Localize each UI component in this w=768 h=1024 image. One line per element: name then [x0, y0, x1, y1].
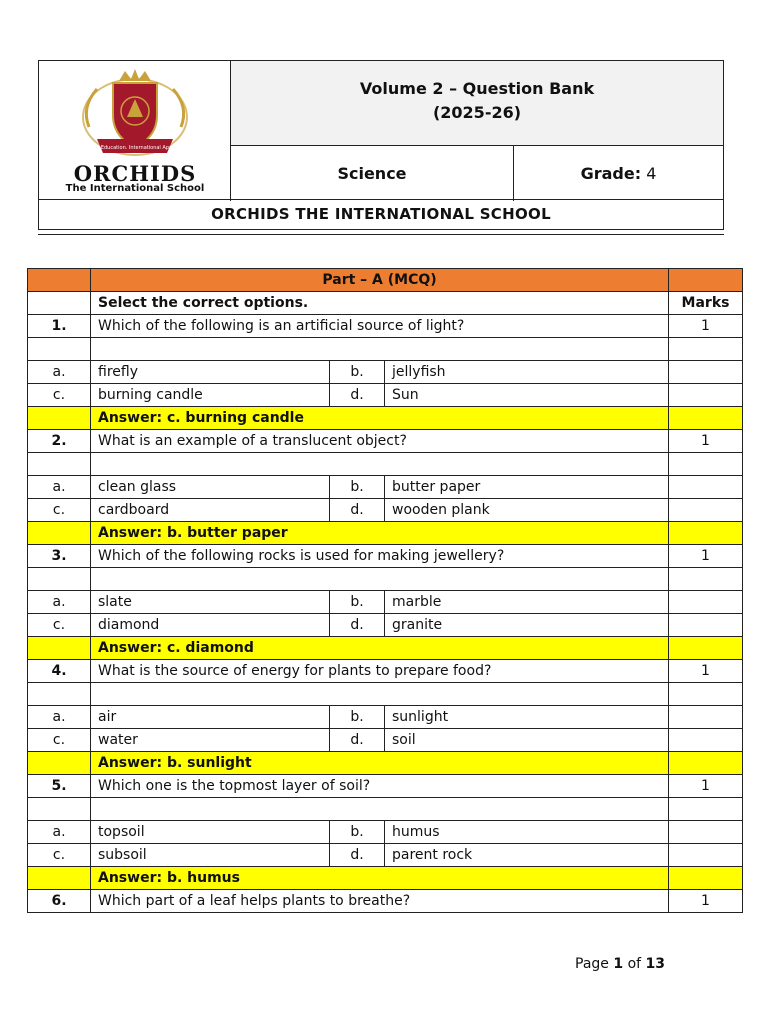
blank-cell [28, 568, 91, 591]
question-marks: 1 [669, 660, 743, 683]
page-total: 13 [645, 956, 665, 972]
answer-marks-cell [669, 522, 743, 545]
option-row [28, 614, 743, 637]
blank-cell [28, 338, 91, 361]
option-marks-cell [669, 591, 743, 614]
option-text: water [91, 729, 330, 752]
blank-cell [669, 338, 743, 361]
option-marks-cell [669, 361, 743, 384]
of-label: of [627, 956, 642, 972]
question-text: Which of the following rocks is used for making jewellery? [91, 545, 669, 568]
option-row [28, 499, 743, 522]
answer-blank [28, 637, 91, 660]
question-number: 4. [28, 660, 91, 683]
option-letter: c. [28, 729, 91, 752]
question-text: Which of the following is an artificial source of light? [91, 315, 669, 338]
option-row [28, 706, 743, 729]
option-marks-cell [669, 821, 743, 844]
question-text: What is an example of a translucent object? [91, 430, 669, 453]
page-footer [575, 956, 665, 972]
option-text: wooden plank [385, 499, 669, 522]
option-letter: d. [330, 614, 385, 637]
blank-cell [91, 683, 669, 706]
answer-text: Answer: b. sunlight [91, 752, 669, 775]
answer-blank [28, 752, 91, 775]
grade-value: 4 [646, 164, 657, 183]
option-text: marble [385, 591, 669, 614]
answer-row [28, 522, 743, 545]
answer-blank [28, 867, 91, 890]
option-text: burning candle [91, 384, 330, 407]
option-marks-cell [669, 706, 743, 729]
orchids-crest-icon [67, 67, 203, 167]
title-line-2: (2025-26) [432, 103, 522, 122]
option-text: diamond [91, 614, 330, 637]
option-letter: c. [28, 384, 91, 407]
blank-cell [91, 453, 669, 476]
option-text: subsoil [91, 844, 330, 867]
school-name: ORCHIDS THE INTERNATIONAL SCHOOL [38, 200, 724, 230]
instruction-row [28, 292, 743, 315]
question-marks: 1 [669, 315, 743, 338]
blank-cell [28, 453, 91, 476]
option-letter: d. [330, 384, 385, 407]
option-letter: b. [330, 591, 385, 614]
option-letter: d. [330, 844, 385, 867]
option-letter: c. [28, 844, 91, 867]
option-text: cardboard [91, 499, 330, 522]
answer-row [28, 637, 743, 660]
part-header-row [28, 269, 743, 292]
marks-header: Marks [669, 292, 743, 315]
answer-blank [28, 522, 91, 545]
answer-text: Answer: b. humus [91, 867, 669, 890]
option-row [28, 476, 743, 499]
question-row [28, 775, 743, 798]
instruction-text: Select the correct options. [91, 292, 669, 315]
blank-row [28, 683, 743, 706]
blank-cell [669, 683, 743, 706]
document-title [231, 61, 723, 146]
option-letter: a. [28, 476, 91, 499]
answer-marks-cell [669, 637, 743, 660]
question-row [28, 315, 743, 338]
option-letter: a. [28, 821, 91, 844]
grade-label: Grade: [580, 164, 642, 183]
school-logo [39, 61, 231, 201]
option-text: granite [385, 614, 669, 637]
blank-cell [28, 798, 91, 821]
logo-badge-text: Indian Education. International Approach [83, 145, 187, 151]
question-text: What is the source of energy for plants to prepare food? [91, 660, 669, 683]
logo-wordmark: ORCHIDS [73, 161, 197, 186]
option-marks-cell [669, 614, 743, 637]
option-letter: a. [28, 591, 91, 614]
option-text: Sun [385, 384, 669, 407]
answer-row [28, 407, 743, 430]
question-row [28, 545, 743, 568]
mcq-table [27, 268, 743, 913]
option-row [28, 384, 743, 407]
blank-cell [28, 683, 91, 706]
option-text: jellyfish [385, 361, 669, 384]
question-marks: 1 [669, 545, 743, 568]
answer-marks-cell [669, 407, 743, 430]
question-row [28, 660, 743, 683]
option-text: air [91, 706, 330, 729]
option-row [28, 591, 743, 614]
title-line-1: Volume 2 – Question Bank [359, 79, 595, 98]
blank-cell [91, 338, 669, 361]
header-divider [38, 234, 724, 235]
option-text: topsoil [91, 821, 330, 844]
answer-row [28, 752, 743, 775]
option-row [28, 361, 743, 384]
question-row [28, 890, 743, 913]
option-text: butter paper [385, 476, 669, 499]
option-marks-cell [669, 499, 743, 522]
blank-cell [669, 798, 743, 821]
blank-row [28, 568, 743, 591]
blank-cell [669, 568, 743, 591]
option-text: slate [91, 591, 330, 614]
question-text: Which part of a leaf helps plants to breathe? [91, 890, 669, 913]
option-text: soil [385, 729, 669, 752]
option-letter: d. [330, 729, 385, 752]
option-letter: c. [28, 614, 91, 637]
option-marks-cell [669, 476, 743, 499]
subject-cell: Science [231, 146, 514, 201]
question-marks: 1 [669, 775, 743, 798]
question-number: 6. [28, 890, 91, 913]
page-current: 1 [613, 956, 624, 972]
document-header [38, 60, 724, 200]
question-row [28, 430, 743, 453]
option-letter: c. [28, 499, 91, 522]
option-letter: d. [330, 499, 385, 522]
question-text: Which one is the topmost layer of soil? [91, 775, 669, 798]
blank-cell [669, 453, 743, 476]
option-marks-cell [669, 384, 743, 407]
option-row [28, 729, 743, 752]
grade-cell [514, 146, 723, 201]
option-row [28, 844, 743, 867]
option-text: firefly [91, 361, 330, 384]
option-letter: a. [28, 706, 91, 729]
question-marks: 1 [669, 890, 743, 913]
question-number: 1. [28, 315, 91, 338]
question-number: 5. [28, 775, 91, 798]
answer-text: Answer: b. butter paper [91, 522, 669, 545]
option-row [28, 821, 743, 844]
question-marks: 1 [669, 430, 743, 453]
option-text: parent rock [385, 844, 669, 867]
option-text: sunlight [385, 706, 669, 729]
option-letter: b. [330, 476, 385, 499]
blank-row [28, 338, 743, 361]
question-number: 3. [28, 545, 91, 568]
answer-blank [28, 407, 91, 430]
page-label: Page [575, 956, 609, 972]
blank-cell [91, 798, 669, 821]
option-letter: b. [330, 821, 385, 844]
answer-text: Answer: c. diamond [91, 637, 669, 660]
blank-row [28, 798, 743, 821]
option-marks-cell [669, 844, 743, 867]
option-letter: b. [330, 361, 385, 384]
option-marks-cell [669, 729, 743, 752]
part-title: Part – A (MCQ) [91, 269, 669, 292]
blank-row [28, 453, 743, 476]
answer-marks-cell [669, 752, 743, 775]
answer-row [28, 867, 743, 890]
question-number: 2. [28, 430, 91, 453]
option-letter: a. [28, 361, 91, 384]
option-text: humus [385, 821, 669, 844]
logo-tagline: The International School [65, 183, 205, 194]
answer-text: Answer: c. burning candle [91, 407, 669, 430]
option-letter: b. [330, 706, 385, 729]
option-text: clean glass [91, 476, 330, 499]
answer-marks-cell [669, 867, 743, 890]
blank-cell [91, 568, 669, 591]
